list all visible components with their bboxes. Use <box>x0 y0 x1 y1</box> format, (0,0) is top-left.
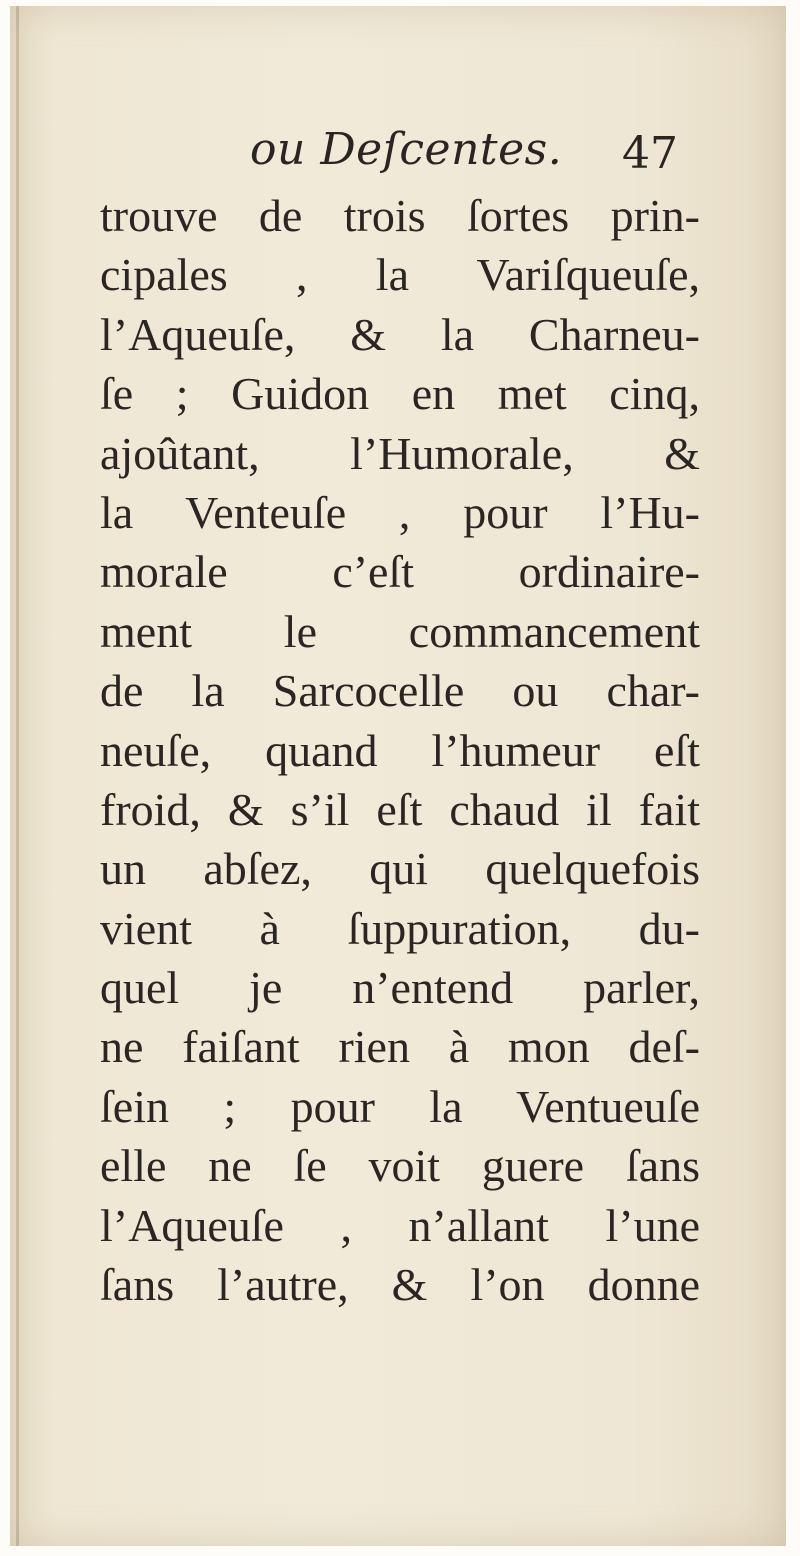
text-line: l’Aqueuſe, & la Charneu- <box>100 308 700 360</box>
text-line: cipales , la Variſqueuſe, <box>100 249 700 301</box>
text-line: froid, & s’il eſt chaud il fait <box>100 783 700 835</box>
running-head: ou Deſcentes. <box>250 124 563 175</box>
text-line: morale c’eſt ordinaire- <box>100 546 700 598</box>
text-line: neuſe, quand l’humeur eſt <box>100 724 700 776</box>
book-page <box>10 6 786 1546</box>
text-line: elle ne ſe voit guere ſans <box>100 1140 700 1192</box>
text-line: ſe ; Guidon en met cinq, <box>100 368 700 420</box>
text-line: ne faiſant rien à mon deſ- <box>100 1021 700 1073</box>
text-line: quel je n’entend parler, <box>100 962 700 1014</box>
text-line: trouve de trois ſortes prin- <box>100 190 700 241</box>
page-number: 47 <box>622 128 678 179</box>
text-line: un abſez, qui quelquefois <box>100 843 700 895</box>
body-text <box>100 186 700 1314</box>
text-line: la Venteuſe , pour l’Hu- <box>100 486 700 538</box>
text-line: vient à ſuppuration, du- <box>100 902 700 954</box>
text-line: ment le commancement <box>100 605 700 657</box>
text-line: ajoûtant, l’Humorale, & <box>100 427 700 479</box>
text-line: l’Aqueuſe , n’allant l’une <box>100 1199 700 1251</box>
text-line: ſans l’autre, & l’on donne <box>100 1259 700 1311</box>
text-line: ſein ; pour la Ventueuſe <box>100 1080 700 1132</box>
text-line: de la Sarcocelle ou char- <box>100 665 700 717</box>
